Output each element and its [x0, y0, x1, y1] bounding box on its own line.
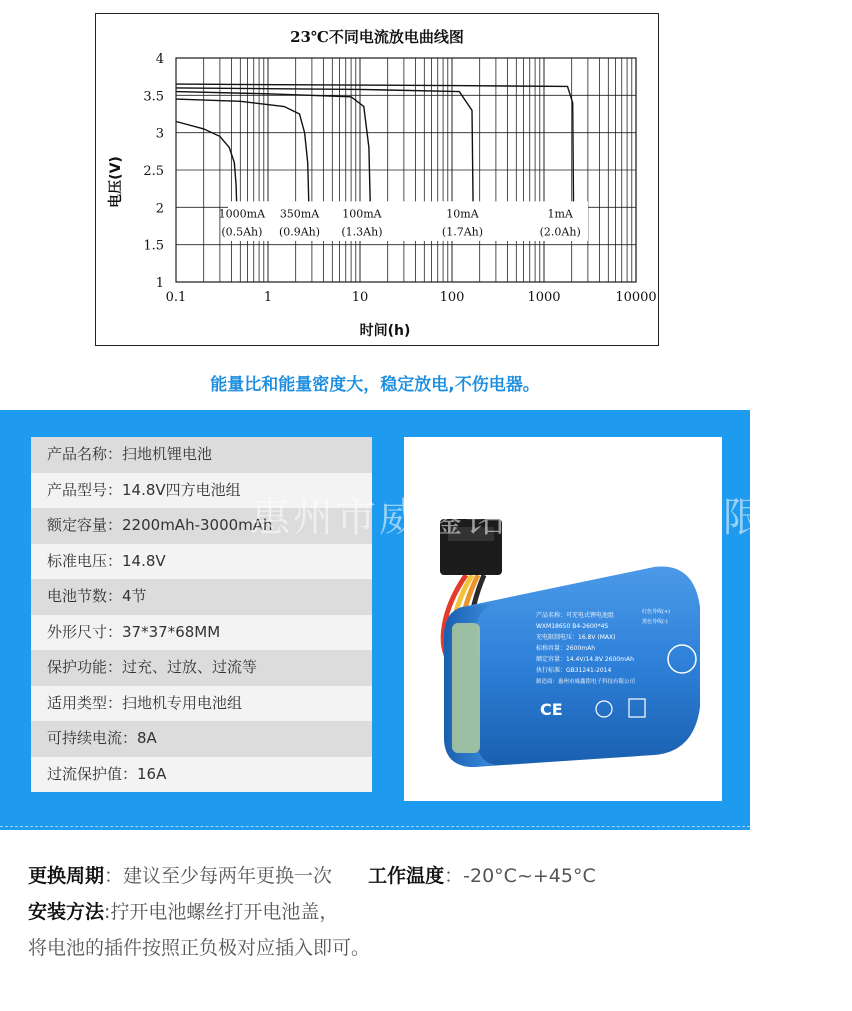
- spec-row: [31, 650, 372, 686]
- y-tick-label: 3: [155, 126, 164, 142]
- spec-value: 2200mAh-3000mAh: [122, 516, 273, 534]
- annotation-current: 1000mA: [218, 207, 266, 221]
- install-label: 安装方法: [28, 901, 105, 923]
- spec-row: [31, 686, 372, 722]
- battery-label-name: 产品名称：可充电式锂电池组: [536, 612, 615, 619]
- install-value: :拧开电池螺丝打开电池盖，: [104, 901, 339, 923]
- install-value-2: 将电池的插件按照正负极对应插入即可。: [28, 937, 371, 959]
- spec-row: [31, 544, 372, 580]
- annotation-current: 1mA: [547, 207, 573, 221]
- battery-label-charge: 充电限制电压：16.8V (MAX): [536, 634, 616, 641]
- spec-label: 适用类型：: [47, 693, 123, 712]
- notes-line-2: [28, 894, 728, 930]
- usage-notes: [28, 858, 728, 966]
- y-tick-label: 2.5: [143, 164, 164, 179]
- battery-label-capacity: 标称容量：2600mAh: [536, 645, 596, 652]
- series-line: [176, 88, 473, 215]
- spec-value: 8A: [137, 729, 157, 747]
- chart-title: 23℃不同电流放电曲线图: [290, 28, 464, 46]
- spec-row: [31, 579, 372, 615]
- battery-label-maker: 制造商：惠州市威鑫铭电子科技有限公司: [536, 679, 636, 685]
- ce-mark: CE: [540, 700, 563, 719]
- battery-label-red: 红色导线(+): [642, 609, 671, 615]
- y-tick-label: 4: [155, 52, 164, 67]
- discharge-chart: [95, 13, 659, 346]
- spec-label: 可持续电流：: [47, 729, 138, 747]
- annotation-capacity: (1.3Ah): [341, 225, 383, 239]
- x-tick-label: 10000: [615, 290, 657, 305]
- spec-label: 产品型号：: [47, 480, 123, 499]
- spec-value: 14.8V: [122, 551, 166, 570]
- series-line: [176, 84, 574, 215]
- spec-value: 4节: [122, 587, 147, 605]
- band-divider: [0, 826, 750, 827]
- spec-label: 标准电压：: [47, 551, 123, 570]
- watermark-text: 惠州市威鑫铭电子科技有限公司: [250, 495, 852, 541]
- spec-label: 电池节数：: [47, 587, 123, 605]
- x-tick-label: 1000: [527, 290, 561, 305]
- spec-value: 16A: [137, 764, 167, 783]
- spec-row: [31, 757, 372, 793]
- temp-value: ：-20°C~+45°C: [444, 865, 596, 887]
- notes-line-1: [28, 858, 728, 894]
- spec-label: 外形尺寸：: [47, 622, 123, 641]
- x-tick-label: 10: [351, 290, 369, 305]
- annotation-capacity: (0.9Ah): [278, 225, 321, 239]
- annotation-capacity: (1.7Ah): [441, 225, 484, 239]
- battery-label-rated: 额定容量：14.4V/14.8V 2600mAh: [536, 656, 634, 663]
- spec-row: [31, 437, 372, 473]
- x-tick-label: 100: [439, 290, 465, 305]
- battery-label-model: WXM18650 B4-2600*4S: [536, 623, 609, 630]
- annotation-current: 100mA: [342, 207, 382, 221]
- battery-label-black: 黑色导线(-): [642, 619, 668, 625]
- battery-label-standard: 执行标准：GB31241-2014: [536, 667, 612, 674]
- spec-value: 37*37*68MM: [122, 622, 221, 641]
- temp-label: 工作温度: [368, 865, 445, 887]
- series-line: [176, 99, 309, 215]
- series-line: [176, 92, 371, 215]
- annotation-capacity: (0.5Ah): [221, 225, 263, 239]
- y-tick-label: 3.5: [143, 89, 164, 105]
- spec-label: 保护功能：: [47, 658, 123, 676]
- spec-label: 过流保护值：: [47, 764, 138, 783]
- spec-row: [31, 615, 372, 651]
- y-axis-label: 电压(V): [108, 156, 124, 208]
- discharge-chart-svg: [96, 14, 658, 345]
- x-axis-label: 时间(h): [359, 323, 411, 339]
- y-tick-label: 1.5: [143, 238, 164, 254]
- spec-value: 扫地机专用电池组: [122, 693, 243, 712]
- y-tick-label: 2: [155, 201, 164, 217]
- spec-value: 过充、过放、过流等: [122, 658, 258, 676]
- cycle-label: 更换周期: [28, 865, 105, 887]
- cycle-value: ：建议至少每两年更换一次: [104, 865, 333, 887]
- annotation-capacity: (2.0Ah): [539, 225, 581, 239]
- slogan-text: 能量比和能量密度大，稳定放电,不伤电器。: [210, 375, 540, 395]
- annotation-current: 10mA: [446, 207, 479, 221]
- spec-value: 扫地机锂电池: [122, 445, 213, 463]
- spec-value: 14.8V四方电池组: [122, 480, 241, 499]
- spec-row: [31, 721, 372, 757]
- notes-line-3: [28, 930, 728, 966]
- annotation-current: 350mA: [279, 207, 320, 221]
- spec-label: 产品名称：: [47, 445, 123, 463]
- spec-label: 额定容量：: [47, 516, 123, 534]
- series-line: [176, 122, 237, 215]
- y-tick-label: 1: [155, 276, 164, 291]
- x-tick-label: 0.1: [165, 290, 187, 305]
- x-tick-label: 1: [263, 290, 273, 305]
